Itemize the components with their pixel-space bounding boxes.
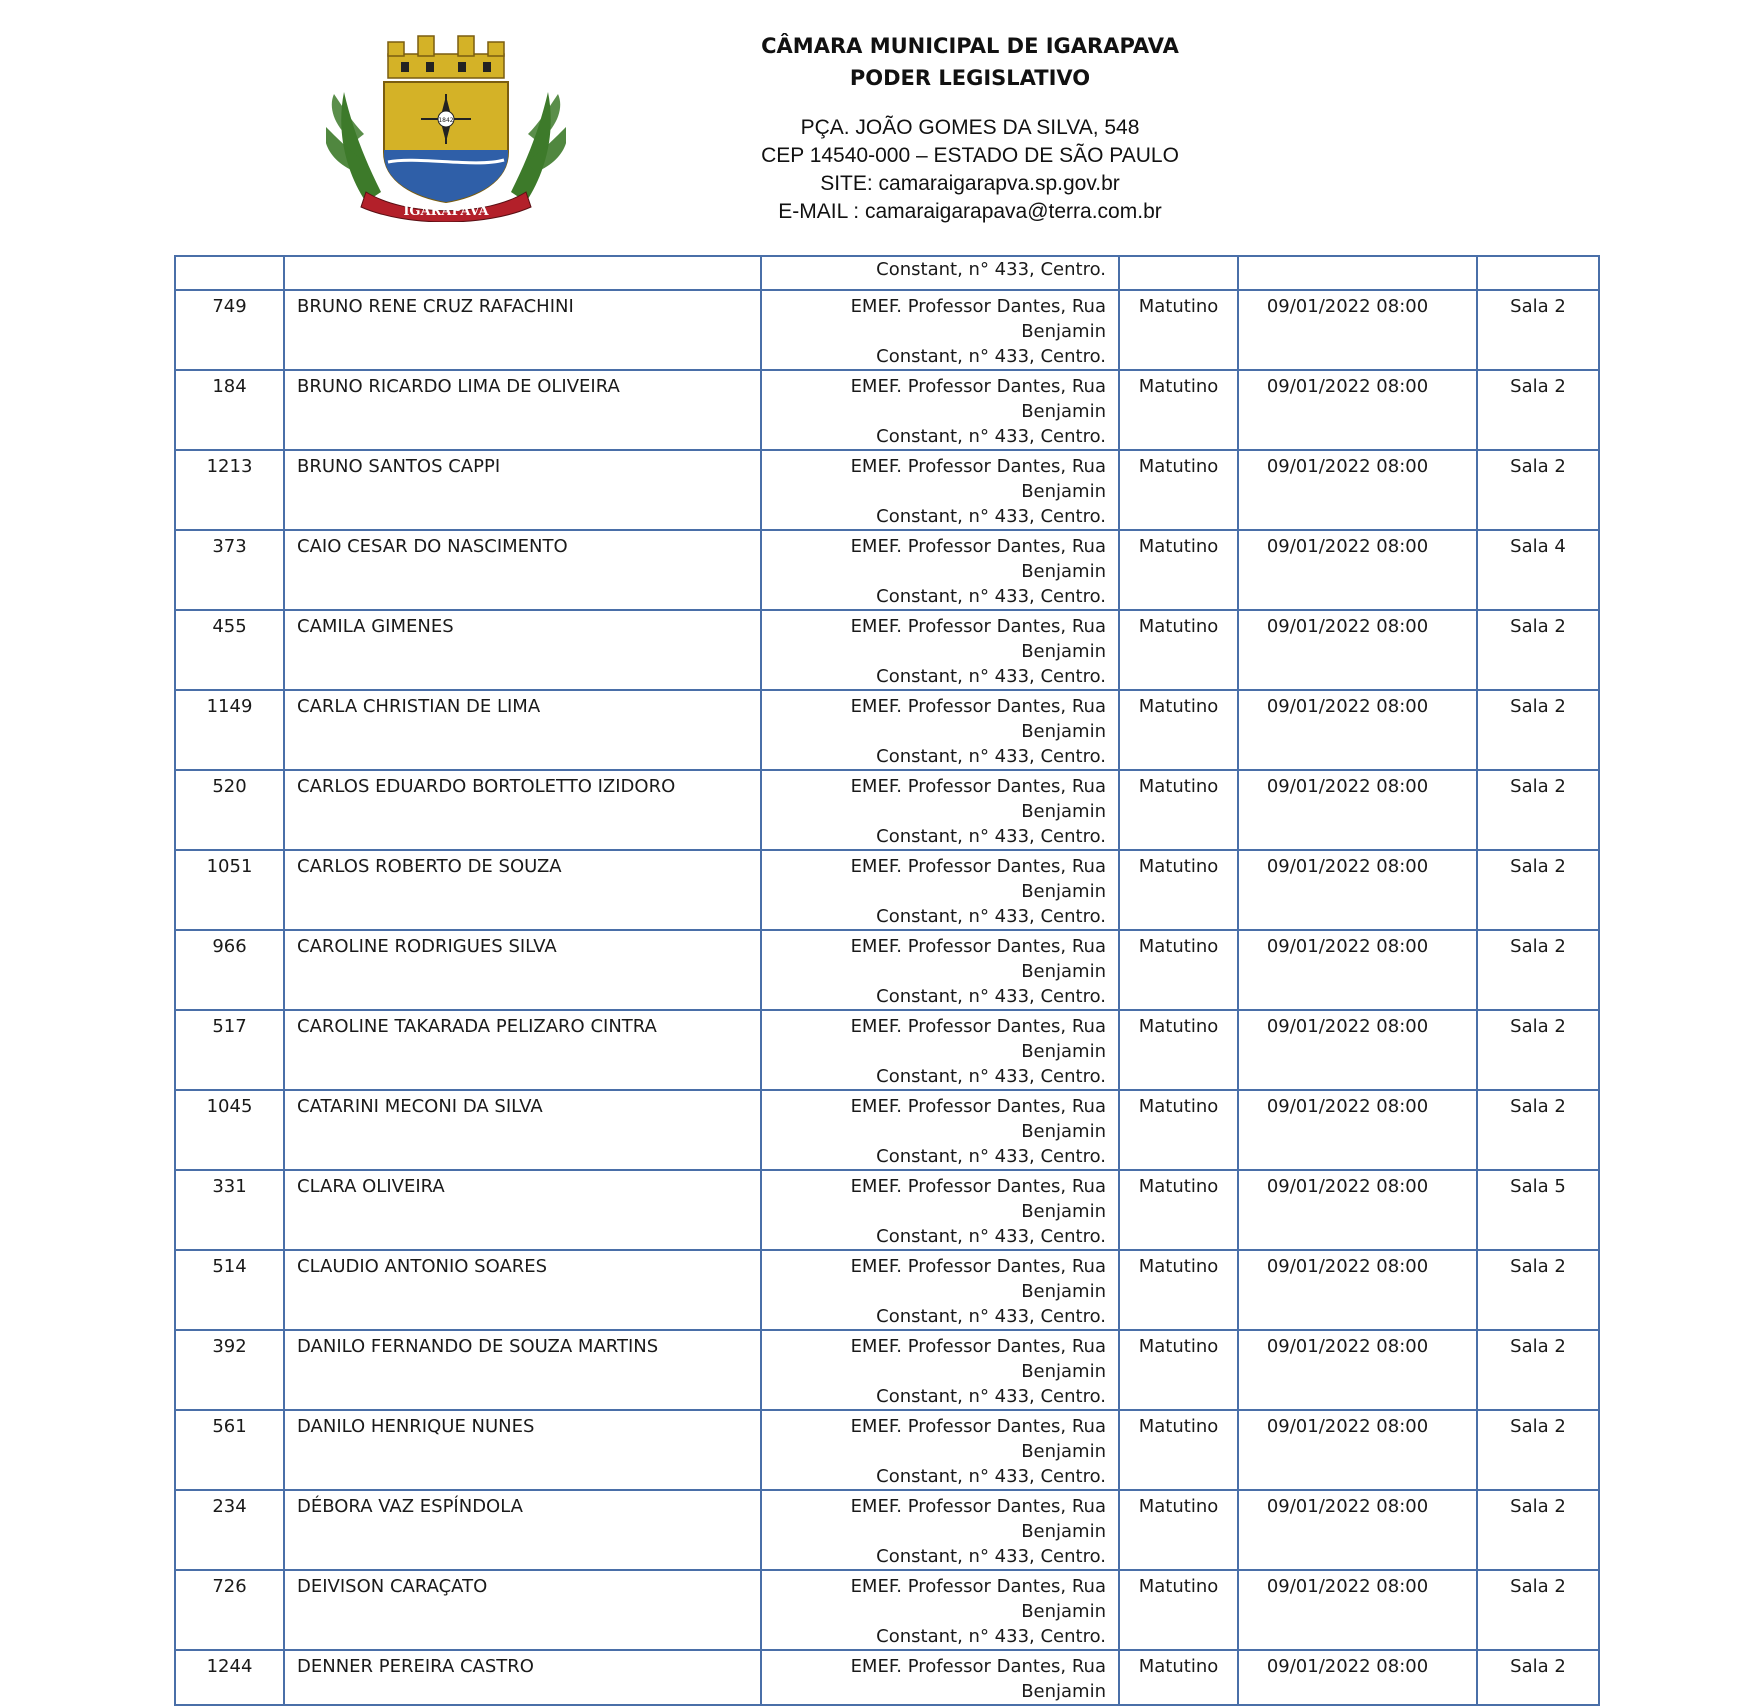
cell-turn: Matutino — [1119, 610, 1238, 690]
address-line-1: EMEF. Professor Dantes, Rua Benjamin — [850, 1016, 1106, 1062]
cell-room: Sala 2 — [1477, 370, 1599, 450]
cell-room: Sala 2 — [1477, 850, 1599, 930]
cell-address: Constant, n° 433, Centro. — [761, 256, 1119, 290]
candidates-table-container — [174, 255, 1598, 1706]
cell-datetime: 09/01/2022 08:00 — [1238, 1250, 1477, 1330]
cell-num: 455 — [175, 610, 284, 690]
cell-turn: Matutino — [1119, 370, 1238, 450]
cell-room: Sala 2 — [1477, 1570, 1599, 1650]
address-line-2: Constant, n° 433, Centro. — [876, 426, 1106, 447]
cell-address — [761, 1250, 1119, 1330]
cell-room: Sala 2 — [1477, 610, 1599, 690]
address-line-2: Constant, n° 433, Centro. — [876, 346, 1106, 367]
cell-name: DENNER PEREIRA CASTRO — [284, 1650, 761, 1705]
address-line-1: EMEF. Professor Dantes, Rua Benjamin — [850, 936, 1106, 982]
cell-name: CAROLINE TAKARADA PELIZARO CINTRA — [284, 1010, 761, 1090]
cell-turn: Matutino — [1119, 850, 1238, 930]
org-site: SITE: camaraigarapva.sp.gov.br — [820, 172, 1120, 195]
cell-num — [175, 256, 284, 290]
cell-room: Sala 2 — [1477, 1010, 1599, 1090]
address-line-1: EMEF. Professor Dantes, Rua Benjamin — [850, 1656, 1106, 1702]
cell-turn: Matutino — [1119, 1250, 1238, 1330]
cell-datetime: 09/01/2022 08:00 — [1238, 1330, 1477, 1410]
address-line-1: EMEF. Professor Dantes, Rua Benjamin — [850, 616, 1106, 662]
address-line-2: Constant, n° 433, Centro. — [876, 1066, 1106, 1087]
cell-address — [761, 450, 1119, 530]
cell-datetime: 09/01/2022 08:00 — [1238, 1010, 1477, 1090]
table-row — [175, 850, 1599, 930]
address-line-1: EMEF. Professor Dantes, Rua Benjamin — [850, 296, 1106, 342]
address-line-2: Constant, n° 433, Centro. — [876, 1466, 1106, 1487]
address-line-2: Constant, n° 433, Centro. — [876, 1146, 1106, 1167]
address-line-2: Constant, n° 433, Centro. — [876, 826, 1106, 847]
cell-address — [761, 530, 1119, 610]
cell-datetime: 09/01/2022 08:00 — [1238, 610, 1477, 690]
address-line-2: Constant, n° 433, Centro. — [876, 586, 1106, 607]
cell-room: Sala 4 — [1477, 530, 1599, 610]
table-row — [175, 530, 1599, 610]
cell-name: CLAUDIO ANTONIO SOARES — [284, 1250, 761, 1330]
cell-room: Sala 2 — [1477, 1330, 1599, 1410]
svg-text:IGARAPAVA: IGARAPAVA — [403, 204, 489, 219]
cell-datetime: 09/01/2022 08:00 — [1238, 290, 1477, 370]
cell-num: 331 — [175, 1170, 284, 1250]
cell-turn: Matutino — [1119, 1490, 1238, 1570]
cell-name: CARLOS ROBERTO DE SOUZA — [284, 850, 761, 930]
cell-room: Sala 2 — [1477, 930, 1599, 1010]
cell-num: 520 — [175, 770, 284, 850]
cell-name: CAMILA GIMENES — [284, 610, 761, 690]
cell-num: 749 — [175, 290, 284, 370]
cell-address — [761, 1650, 1119, 1705]
cell-datetime: 09/01/2022 08:00 — [1238, 1650, 1477, 1705]
cell-name: CATARINI MECONI DA SILVA — [284, 1090, 761, 1170]
org-subtitle: PODER LEGISLATIVO — [849, 66, 1091, 90]
cell-name: CAIO CESAR DO NASCIMENTO — [284, 530, 761, 610]
address-line-2: Constant, n° 433, Centro. — [876, 986, 1106, 1007]
cell-address — [761, 1570, 1119, 1650]
address-line-1: EMEF. Professor Dantes, Rua Benjamin — [850, 456, 1106, 502]
cell-room: Sala 2 — [1477, 770, 1599, 850]
address-line-2: Constant, n° 433, Centro. — [876, 1226, 1106, 1247]
cell-room: Sala 2 — [1477, 1410, 1599, 1490]
table-row — [175, 1330, 1599, 1410]
svg-text:1842: 1842 — [438, 117, 454, 124]
cell-address — [761, 1330, 1119, 1410]
cell-datetime: 09/01/2022 08:00 — [1238, 1570, 1477, 1650]
address-line-2: Constant, n° 433, Centro. — [876, 1306, 1106, 1327]
address-line-2: Constant, n° 433, Centro. — [876, 746, 1106, 767]
cell-name: CLARA OLIVEIRA — [284, 1170, 761, 1250]
address-line-2: Constant, n° 433, Centro. — [876, 1626, 1106, 1647]
cell-address — [761, 1090, 1119, 1170]
cell-address — [761, 930, 1119, 1010]
cell-name: DANILO FERNANDO DE SOUZA MARTINS — [284, 1330, 761, 1410]
table-row — [175, 1490, 1599, 1570]
cell-address — [761, 1170, 1119, 1250]
cell-turn: Matutino — [1119, 1170, 1238, 1250]
org-address: PÇA. JOÃO GOMES DA SILVA, 548 — [800, 116, 1140, 139]
cell-datetime: 09/01/2022 08:00 — [1238, 1090, 1477, 1170]
cell-datetime: 09/01/2022 08:00 — [1238, 450, 1477, 530]
cell-datetime — [1238, 256, 1477, 290]
org-email: E-MAIL : camaraigarapava@terra.com.br — [778, 200, 1162, 223]
table-row — [175, 1010, 1599, 1090]
cell-datetime: 09/01/2022 08:00 — [1238, 1170, 1477, 1250]
cell-name: DANILO HENRIQUE NUNES — [284, 1410, 761, 1490]
address-line-2: Constant, n° 433, Centro. — [876, 666, 1106, 687]
address-line-2: Constant, n° 433, Centro. — [876, 506, 1106, 527]
cell-room: Sala 2 — [1477, 1490, 1599, 1570]
cell-num: 966 — [175, 930, 284, 1010]
cell-turn: Matutino — [1119, 1090, 1238, 1170]
cell-turn: Matutino — [1119, 770, 1238, 850]
address-line-1: EMEF. Professor Dantes, Rua Benjamin — [850, 1496, 1106, 1542]
cell-turn: Matutino — [1119, 1570, 1238, 1650]
cell-num: 1213 — [175, 450, 284, 530]
cell-name: DEIVISON CARAÇATO — [284, 1570, 761, 1650]
table-row — [175, 1650, 1599, 1705]
cell-room: Sala 2 — [1477, 690, 1599, 770]
address-line-1: EMEF. Professor Dantes, Rua Benjamin — [850, 696, 1106, 742]
table-row — [175, 1170, 1599, 1250]
cell-name: CARLA CHRISTIAN DE LIMA — [284, 690, 761, 770]
cell-address — [761, 1490, 1119, 1570]
table-row — [175, 370, 1599, 450]
table-row — [175, 770, 1599, 850]
table-row — [175, 450, 1599, 530]
cell-address — [761, 370, 1119, 450]
table-row — [175, 1410, 1599, 1490]
cell-room: Sala 5 — [1477, 1170, 1599, 1250]
table-body — [175, 256, 1599, 1705]
cell-num: 517 — [175, 1010, 284, 1090]
org-title: CÂMARA MUNICIPAL DE IGARAPAVA — [761, 34, 1179, 58]
cell-room: Sala 2 — [1477, 1650, 1599, 1705]
cell-num: 561 — [175, 1410, 284, 1490]
cell-turn: Matutino — [1119, 1410, 1238, 1490]
cell-turn: Matutino — [1119, 450, 1238, 530]
cell-name — [284, 256, 761, 290]
cell-num: 1244 — [175, 1650, 284, 1705]
cell-address — [761, 290, 1119, 370]
address-line-1: EMEF. Professor Dantes, Rua Benjamin — [850, 1256, 1106, 1302]
cell-num: 1149 — [175, 690, 284, 770]
table-row — [175, 1090, 1599, 1170]
org-cep: CEP 14540-000 – ESTADO DE SÃO PAULO — [761, 144, 1179, 167]
cell-num: 1051 — [175, 850, 284, 930]
address-line-1: EMEF. Professor Dantes, Rua Benjamin — [850, 856, 1106, 902]
cell-num: 514 — [175, 1250, 284, 1330]
address-line-1: EMEF. Professor Dantes, Rua Benjamin — [850, 776, 1106, 822]
cell-turn: Matutino — [1119, 930, 1238, 1010]
cell-turn: Matutino — [1119, 1650, 1238, 1705]
cell-turn: Matutino — [1119, 1330, 1238, 1410]
table-row — [175, 610, 1599, 690]
cell-address — [761, 690, 1119, 770]
cell-address — [761, 1410, 1119, 1490]
cell-datetime: 09/01/2022 08:00 — [1238, 770, 1477, 850]
cell-name: CAROLINE RODRIGUES SILVA — [284, 930, 761, 1010]
cell-datetime: 09/01/2022 08:00 — [1238, 850, 1477, 930]
cell-datetime: 09/01/2022 08:00 — [1238, 530, 1477, 610]
cell-num: 373 — [175, 530, 284, 610]
cell-datetime: 09/01/2022 08:00 — [1238, 370, 1477, 450]
cell-datetime: 09/01/2022 08:00 — [1238, 1490, 1477, 1570]
table-row — [175, 1250, 1599, 1330]
address-line-1: EMEF. Professor Dantes, Rua Benjamin — [850, 376, 1106, 422]
cell-num: 392 — [175, 1330, 284, 1410]
document-header — [0, 0, 1755, 250]
cell-address — [761, 610, 1119, 690]
cell-turn: Matutino — [1119, 530, 1238, 610]
cell-name: DÉBORA VAZ ESPÍNDOLA — [284, 1490, 761, 1570]
cell-datetime: 09/01/2022 08:00 — [1238, 1410, 1477, 1490]
cell-name: CARLOS EDUARDO BORTOLETTO IZIDORO — [284, 770, 761, 850]
table-row — [175, 1570, 1599, 1650]
cell-name: BRUNO SANTOS CAPPI — [284, 450, 761, 530]
cell-turn: Matutino — [1119, 1010, 1238, 1090]
cell-num: 234 — [175, 1490, 284, 1570]
table-row — [175, 290, 1599, 370]
cell-turn: Matutino — [1119, 690, 1238, 770]
address-line-2: Constant, n° 433, Centro. — [876, 1546, 1106, 1567]
cell-datetime: 09/01/2022 08:00 — [1238, 690, 1477, 770]
address-line-2: Constant, n° 433, Centro. — [876, 906, 1106, 927]
address-line-2: Constant, n° 433, Centro. — [876, 1386, 1106, 1407]
cell-room: Sala 2 — [1477, 290, 1599, 370]
address-line-1: EMEF. Professor Dantes, Rua Benjamin — [850, 1576, 1106, 1622]
cell-datetime: 09/01/2022 08:00 — [1238, 930, 1477, 1010]
cell-room — [1477, 256, 1599, 290]
cell-turn: Matutino — [1119, 290, 1238, 370]
cell-num: 1045 — [175, 1090, 284, 1170]
cell-name: BRUNO RENE CRUZ RAFACHINI — [284, 290, 761, 370]
table-row-partial — [175, 256, 1599, 290]
cell-room: Sala 2 — [1477, 1250, 1599, 1330]
cell-turn — [1119, 256, 1238, 290]
address-line-1: EMEF. Professor Dantes, Rua Benjamin — [850, 1416, 1106, 1462]
address-line-1: EMEF. Professor Dantes, Rua Benjamin — [850, 1096, 1106, 1142]
cell-name: BRUNO RICARDO LIMA DE OLIVEIRA — [284, 370, 761, 450]
candidates-table — [174, 255, 1600, 1706]
table-row — [175, 930, 1599, 1010]
cell-address — [761, 850, 1119, 930]
address-line-1: EMEF. Professor Dantes, Rua Benjamin — [850, 1336, 1106, 1382]
address-line-1: EMEF. Professor Dantes, Rua Benjamin — [850, 1176, 1106, 1222]
cell-num: 726 — [175, 1570, 284, 1650]
header-text-block — [700, 30, 1240, 226]
cell-address — [761, 1010, 1119, 1090]
cell-room: Sala 2 — [1477, 1090, 1599, 1170]
cell-address — [761, 770, 1119, 850]
municipal-crest-icon — [326, 32, 566, 222]
cell-num: 184 — [175, 370, 284, 450]
cell-room: Sala 2 — [1477, 450, 1599, 530]
table-row — [175, 690, 1599, 770]
address-line-1: EMEF. Professor Dantes, Rua Benjamin — [850, 536, 1106, 582]
